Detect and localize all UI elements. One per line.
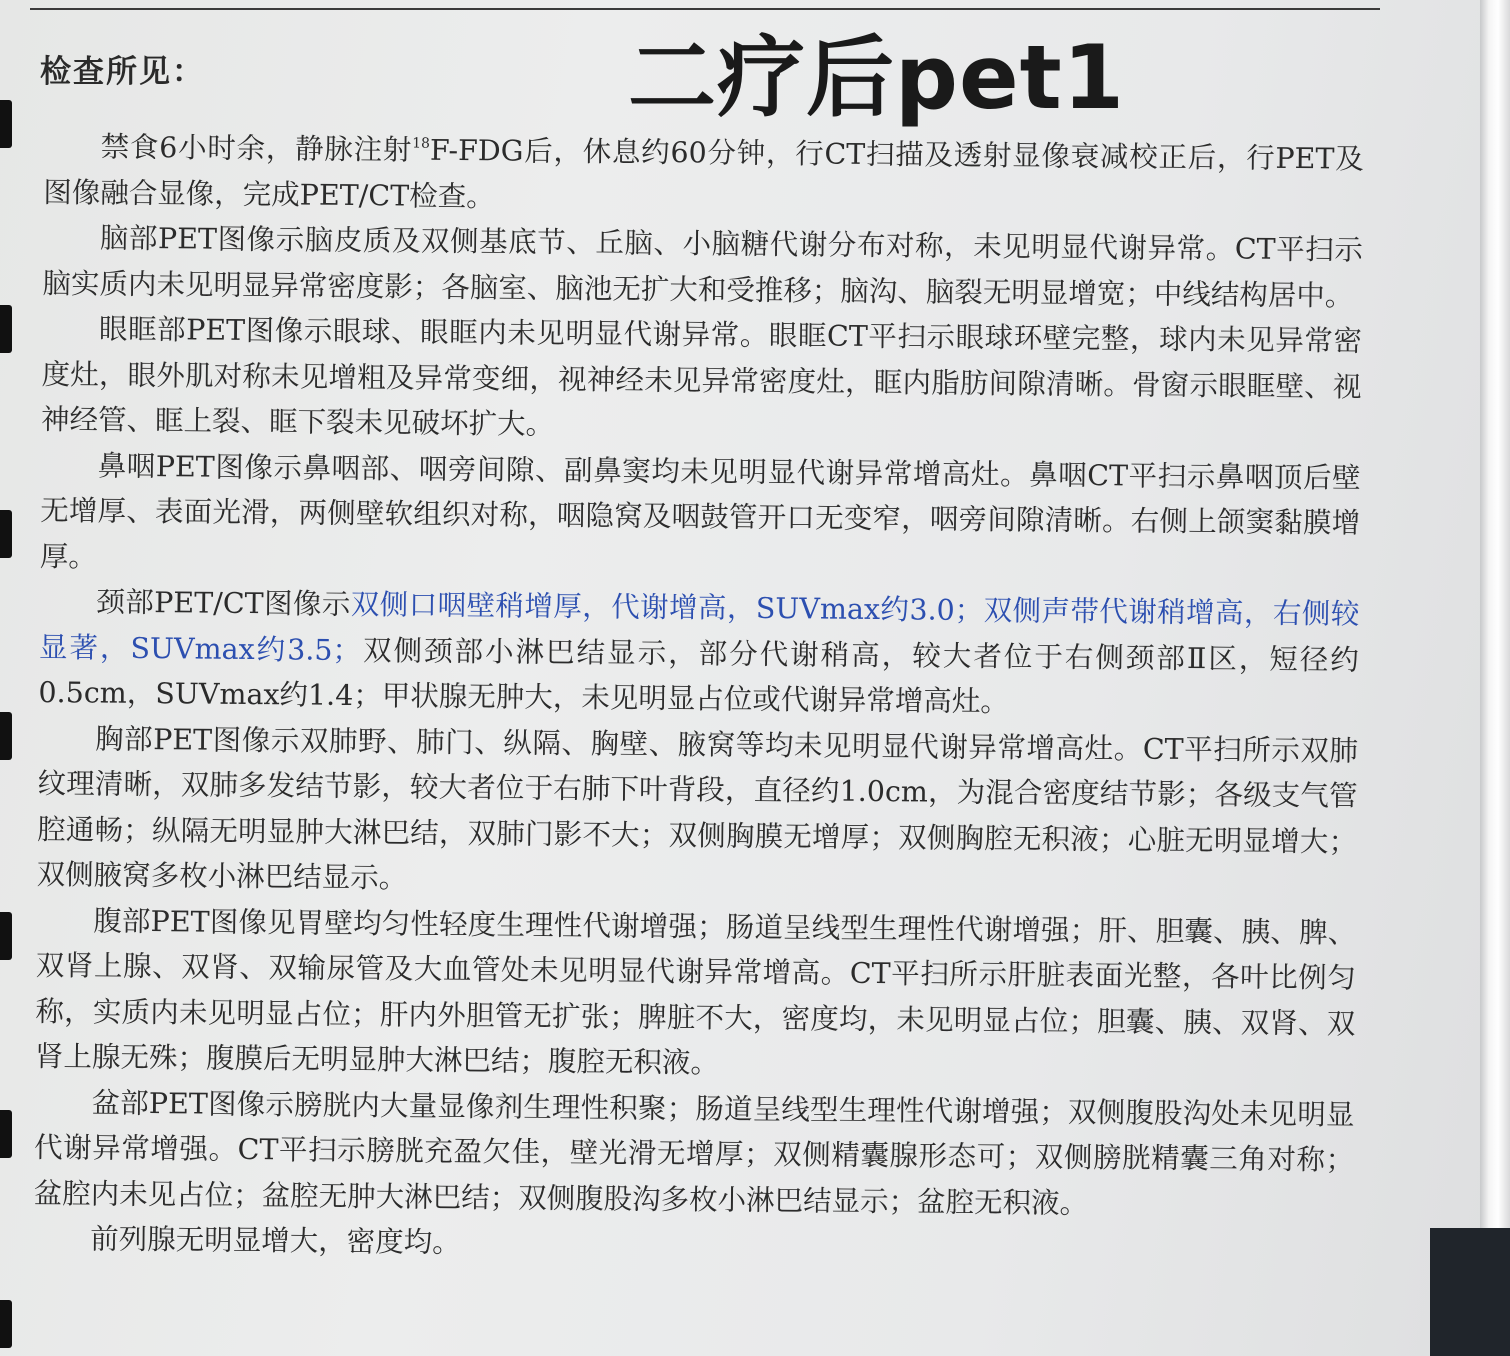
procedure-text-pre: 禁食6小时余，静脉注射 (100, 130, 413, 167)
binding-hole (0, 100, 12, 148)
neck-text-pre: 颈部PET/CT图像示 (96, 585, 352, 621)
paragraph-neck (38, 579, 1359, 728)
binding-hole (0, 1110, 12, 1158)
binding-hole (0, 305, 12, 353)
paragraph-procedure (43, 118, 1364, 228)
binding-hole (0, 912, 12, 960)
header-rule (30, 0, 1380, 10)
paragraph-orbit: 眼眶部PET图像示眼球、眼眶内未见明显代谢异常。眼眶CT平扫示眼球环壁完整，球内未见异常密度灶，眼外肌对称未见增粗及异常变细，视神经未见异常密度灶，眶内脂肪间隙清晰。骨窗示眼眶壁、视神经管、眶上裂、眶下裂未见破坏扩大。 (40, 312, 1363, 441)
paragraph-abdomen: 腹部PET图像见胃壁均匀性轻度生理性代谢增强；肠道呈线型生理性代谢增强；肝、胆囊、胰、脾、双肾上腺、双肾、双输尿管及大血管处未见明显代谢异常增高。CT平扫所示肝脏表面光整，各叶比例匀称，实质内未见明显占位；肝内外胆管无扩张；脾脏不大，密度均，未见明显占位；胆囊、胰、双肾、双肾上腺无殊；腹膜后无明显肿大淋巴结；腹腔无积液。 (34, 904, 1357, 1080)
paragraph-prostate: 前列腺无明显增大，密度均。 (90, 1222, 461, 1260)
binding-hole (0, 712, 12, 760)
paragraph-nasopharynx: 鼻咽PET图像示鼻咽部、咽旁间隙、副鼻窦均未见明显代谢异常增高灶。鼻咽CT平扫示鼻咽顶后壁无增厚、表面光滑，两侧壁软组织对称，咽隐窝及咽鼓管开口无变窄，咽旁间隙清晰。右侧上颌窦黏膜增厚。 (39, 449, 1361, 574)
procedure-text-post: F-FDG后，休息约60分钟，行CT扫描及透射显像衰减校正后，行PET及图像融合显像，完成PET/CT检查。 (43, 133, 1364, 213)
page-edge (1480, 0, 1510, 1356)
neck-highlight-text: 双侧口咽壁稍增厚，代谢增高，SUVmax约3.0；双侧声带代谢稍增高，右侧较显著，SUVmax约3.5； (38, 587, 1360, 667)
paragraph-brain: 脑部PET图像示脑皮质及双侧基底节、丘脑、小脑糖代谢分布对称，未见明显代谢异常。CT平扫示脑实质内未见明显异常密度影；各脑室、脑池无扩大和受推移；脑沟、脑裂无明显增宽；中线结构居中。 (42, 221, 1363, 313)
binding-hole (0, 510, 12, 558)
isotope-superscript: 18 (412, 135, 431, 152)
findings-body (33, 118, 1364, 1274)
paragraph-pelvis: 盆部PET图像示膀胱内大量显像剂生理性积聚；肠道呈线型生理性代谢增强；双侧腹股沟处未见明显代谢异常增强。CT平扫示膀胱充盈欠佳，壁光滑无增厚；双侧精囊腺形态可；双侧膀胱精囊三角对称；盆腔内未见占位；盆腔无肿大淋巴结；双侧腹股沟多枚小淋巴结显示；盆腔无积液。 (33, 1086, 1355, 1220)
binding-hole (0, 1300, 12, 1348)
section-heading: 检查所见： (40, 54, 205, 90)
paragraph-chest: 胸部PET图像示双肺野、肺门、纵隔、胸壁、腋窝等均未见明显代谢异常增高灶。CT平扫所示双肺纹理清晰，双肺多发结节影，较大者位于右肺下叶背段，直径约1.0cm，为混合密度结节影；各级支气管腔通畅；纵隔无明显肿大淋巴结，双肺门影不大；双侧胸膜无增厚；双侧胸腔无积液；心脏无明显增大；双侧腋窝多枚小淋巴结显示。 (36, 722, 1359, 895)
neck-text-post: 双侧颈部小淋巴结显示，部分代谢稍高，较大者位于右侧颈部Ⅱ区，短径约0.5cm，SUVmax约1.4；甲状腺无肿大，未见明显占位或代谢异常增高灶。 (38, 633, 1360, 719)
background-corner (1430, 1228, 1510, 1356)
overlay-title: 二疗后pet1 (628, 26, 1125, 129)
